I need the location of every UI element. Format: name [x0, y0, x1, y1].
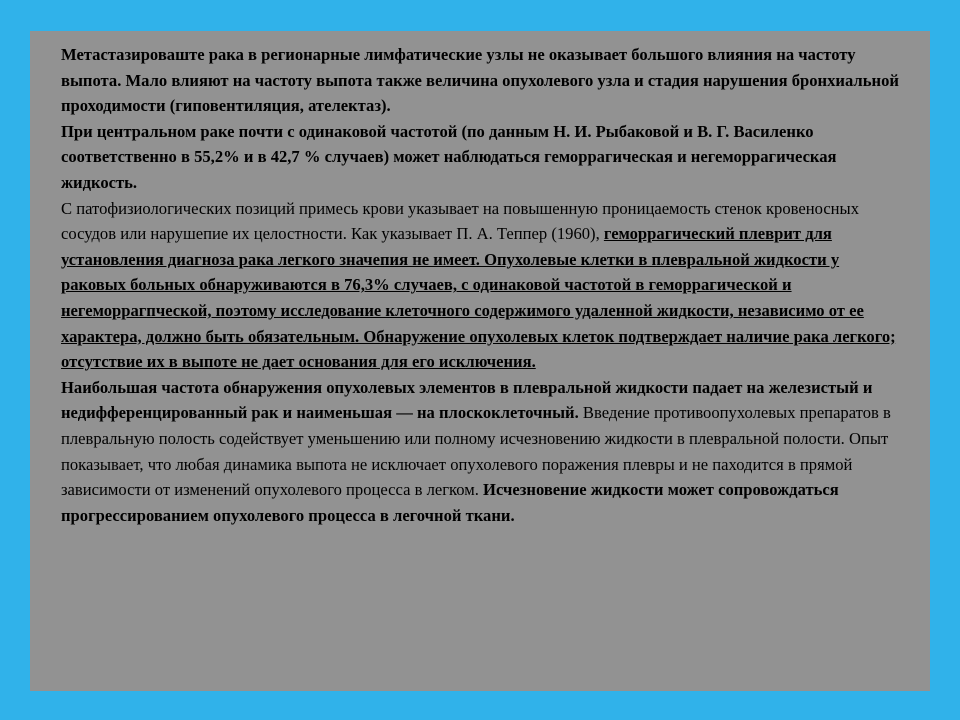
paragraph-metastasis: [61, 42, 906, 119]
paragraph-central-cancer: [61, 119, 906, 196]
text-run-underlined: геморрагический плеврит для установления диагноза рака легкого значепия не имеет. Опухолевые клетки в плевральной жидкости у раковых больных обнаруживаются в 76,3% случаев, с одинаковой частотой в геморрагической и негеморрагпческой, поэтому исследование клеточного содержимого удаленной жидкости, независимо от ее характера, должно быть обязательным. Обнаружение опухолевых клеток подтверждает наличие рака легкого; отсутствие их в выпоте не дает основания для его исключения.: [61, 224, 896, 372]
slide-text: [61, 42, 906, 528]
text-run: Введение противоопухолевых препаратов в плевральную полость содействует уменьшению или полному исчезновению жидкости в плевральной полости. Опыт показывает, что любая динамика выпота не исключает опухолевого поражения плевры и не паходится в прямой зависимости от изменений опухолевого процесса в легком.: [61, 403, 891, 500]
paragraph-detection-frequency: [61, 375, 906, 529]
text-run: С патофизиологических позиций примесь крови указывает на повышенную проницаемость стенок кровеносных сосудов или нарушепие их целостности. Как указывает П. А. Теппер (1960),: [61, 198, 860, 244]
text-run: При центральном раке почти с одинаковой частотой (по данным Н. И. Рыбаковой и В. Г. Василенко соответственно в 55,2% и в 42,7 % случаев) может наблюдаться геморрагическая и негеморрагическая жидкость.: [61, 121, 837, 192]
text-run: Метастазироваште рака в регионарные лимфатические узлы не оказывает большого влияния на частоту выпота. Мало влияют на частоту выпота также величина опухолевого узла и стадия нарушения бронхиальной проходимости (гиповентиляция, ателектаз).: [61, 45, 899, 116]
paragraph-pathophysiology: [61, 196, 906, 375]
text-run: Исчезновение жидкости может сопровождаться прогрессированием опухолевого процесса в легочной ткани.: [61, 480, 839, 525]
text-run: Наибольшая частота обнаружения опухолевых элементов в плевральной жидкости падает на железистый и недифференцированный рак и наименьшая — на плоскоклеточный.: [61, 377, 873, 423]
slide-panel: [30, 31, 930, 691]
